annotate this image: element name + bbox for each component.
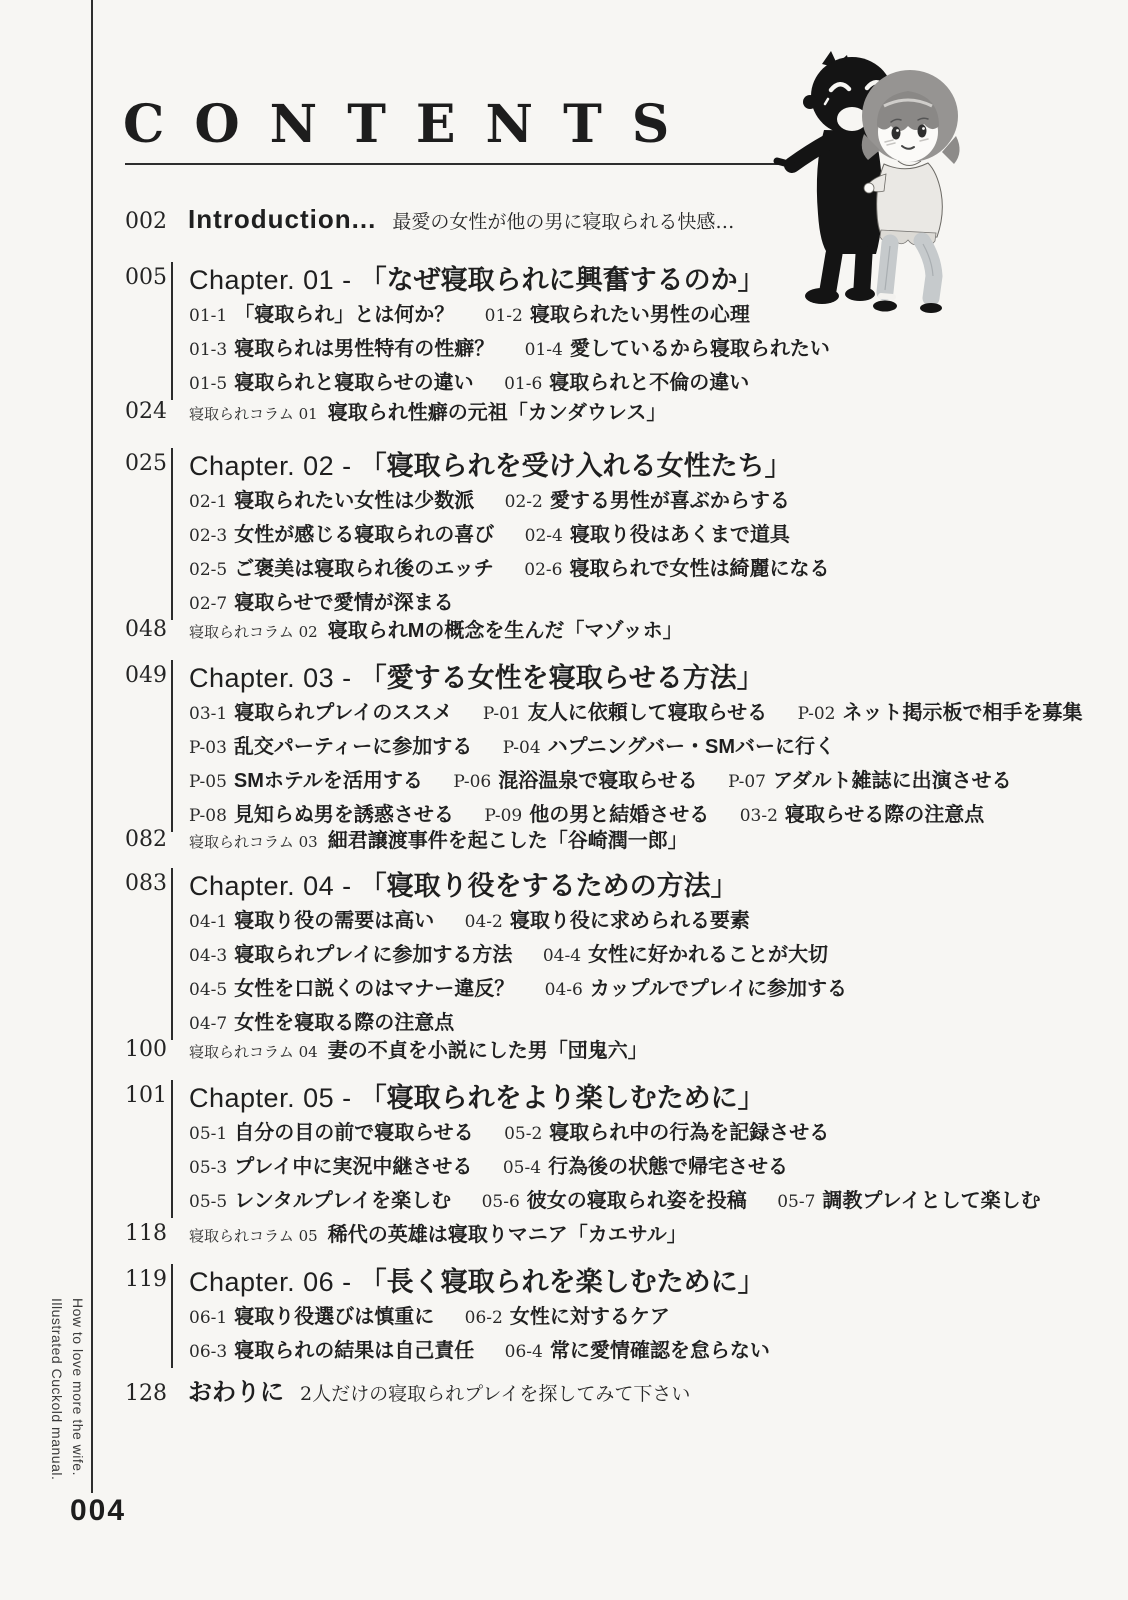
chapter-subitems-line: [189, 1118, 1104, 1150]
toc-page-number: 119: [125, 1267, 167, 1292]
subitem-text: 寝取られたい男性の心理: [529, 304, 750, 326]
chapter-body: [171, 1264, 1104, 1368]
title-underline: [125, 163, 785, 165]
chapter-title-text: 「寝取られを受け入れる女性たち」: [359, 451, 792, 481]
chapter-subitems-line: [189, 1302, 1104, 1334]
subitem-text: 寝取られプレイに参加する方法: [234, 944, 513, 966]
subitem-number: 02-2: [504, 492, 543, 512]
subitem-number: 04-5: [189, 980, 228, 1000]
chapter-body: [171, 262, 1104, 400]
subitem-text: カップルでプレイに参加する: [589, 978, 848, 1000]
subitem-text: 調教プレイとして楽しむ: [822, 1190, 1041, 1212]
chapter-subitems-line: [189, 1336, 1104, 1368]
column-title: 妻の不貞を小説にした男「団鬼六」: [327, 1040, 648, 1062]
chapter-subitems-line: [189, 1186, 1104, 1218]
subitem-number: 06-4: [504, 1342, 543, 1362]
toc-page-number: 025: [125, 451, 167, 476]
chapter-subitems-line: [189, 766, 1104, 798]
toc-entry-column-02: [125, 614, 1104, 643]
toc-subitem: [484, 804, 710, 826]
chapter-title: [189, 262, 1104, 298]
subitem-number: 04-7: [189, 1014, 228, 1034]
subitem-number: 04-2: [464, 912, 503, 932]
subitem-text: レンタルプレイを楽しむ: [234, 1190, 452, 1212]
toc-page-number: 024: [125, 399, 167, 424]
toc-entry-chapter-06: [125, 1264, 1104, 1368]
toc-entry-column-04: [125, 1034, 1104, 1063]
column-label: 寝取られコラム 04: [189, 1043, 318, 1061]
subitem-number: 01-1: [189, 306, 228, 326]
subitem-text: 女性を口説くのはマナー違反？: [234, 978, 515, 1000]
folio-page-number: 004: [70, 1494, 127, 1527]
subitem-number: 05-5: [189, 1192, 228, 1212]
toc-subitem: [189, 1340, 475, 1362]
chapter-title-text: 「なぜ寝取られに興奮するのか」: [359, 265, 765, 295]
toc-subitem: [189, 978, 515, 1000]
subitem-text: 寝取られたい女性は少数派: [234, 490, 475, 512]
subitem-text: 見知らぬ男を誘惑させる: [233, 804, 454, 826]
subitem-text: 寝取らせで愛情が深まる: [234, 592, 454, 614]
toc-subitem: [504, 490, 790, 512]
chapter-title-text: 「長く寝取られを楽しむために」: [359, 1267, 765, 1297]
subitem-text: 寝取られプレイのススメ: [234, 702, 453, 724]
toc-entry-chapter-01: [125, 262, 1104, 400]
column-label: 寝取られコラム 02: [189, 623, 318, 641]
toc-subitem: [739, 804, 985, 826]
chapter-title-prefix: Chapter. 05 -: [189, 1083, 360, 1113]
chapter-title: [189, 868, 1104, 904]
toc-subitem: [502, 1156, 789, 1178]
subitem-number: P-03: [189, 738, 227, 758]
chapter-title-prefix: Chapter. 03 -: [189, 663, 360, 693]
subitem-text: 彼女の寝取られ姿を投稿: [526, 1190, 747, 1212]
subitem-text: ネット掲示板で相手を募集: [842, 702, 1083, 724]
subitem-text: 寝取り役に求められる要素: [509, 910, 750, 932]
subitem-text: 「寝取られ」とは何か？: [234, 304, 455, 326]
chapter-title-prefix: Chapter. 01 -: [189, 265, 360, 295]
subitem-text: 他の男と結婚させる: [529, 804, 710, 826]
spine-side-text: [46, 1298, 88, 1488]
subitem-number: 01-4: [524, 340, 563, 360]
left-margin-rule: [91, 0, 93, 1493]
toc-subitem: [777, 1190, 1041, 1212]
toc-page-number: 128: [125, 1381, 167, 1406]
toc-entry-column-01: [125, 396, 1104, 425]
chapter-title-prefix: Chapter. 06 -: [189, 1267, 360, 1297]
subitem-number: 02-3: [189, 526, 228, 546]
toc-page-number: 049: [125, 663, 167, 688]
toc-subitem: [797, 702, 1083, 724]
subitem-number: 05-7: [777, 1192, 816, 1212]
chapter-subitems-line: [189, 300, 1104, 332]
toc-entry-chapter-05: [125, 1080, 1104, 1218]
subitem-text: プレイ中に実況中継させる: [234, 1156, 473, 1178]
subitem-number: 05-1: [189, 1124, 228, 1144]
subitem-text: SMホテルを活用する: [233, 770, 423, 792]
toc-subitem: [189, 1306, 435, 1328]
subitem-text: 寝取られと不倫の違い: [549, 372, 750, 394]
toc-subitem: [504, 1122, 830, 1144]
subitem-number: 01-6: [504, 374, 543, 394]
subitem-text: 女性が感じる寝取られの喜び: [234, 524, 495, 546]
column-title: 稀代の英雄は寝取りマニア「カエサル」: [327, 1224, 687, 1246]
introduction-label: Introduction...: [188, 204, 377, 234]
toc-subitem: [728, 770, 1012, 792]
chapter-title: [189, 448, 1104, 484]
chapter-body: [171, 660, 1104, 832]
chapter-title-text: 「愛する女性を寝取らせる方法」: [359, 663, 764, 693]
toc-subitem: [504, 372, 750, 394]
toc-subitem: [544, 978, 848, 1000]
subitem-text: 乱交パーティーに参加する: [233, 736, 473, 758]
toc-subitem: [524, 524, 790, 546]
subitem-number: P-06: [453, 772, 492, 792]
subitem-number: 02-7: [189, 594, 228, 614]
subitem-number: 04-6: [544, 980, 583, 1000]
chapter-title-prefix: Chapter. 04 -: [189, 871, 360, 901]
column-body: [171, 1034, 648, 1063]
column-body: [171, 824, 688, 853]
toc-subitem: [189, 490, 475, 512]
toc-page-number: 082: [125, 827, 167, 852]
subitem-number: 02-4: [524, 526, 563, 546]
toc-page-number: 002: [125, 209, 167, 234]
chapter-subitems-line: [189, 520, 1104, 552]
subitem-text: 寝取り役の需要は高い: [234, 910, 435, 932]
subitem-text: 混浴温泉で寝取らせる: [498, 770, 698, 792]
subitem-text: 自分の目の前で寝取らせる: [234, 1122, 474, 1144]
chapter-title: [189, 1080, 1104, 1116]
column-title: 寝取られMの概念を生んだ「マゾッホ」: [327, 620, 683, 642]
chapter-body: [171, 448, 1104, 620]
toc-subitem: [189, 304, 455, 326]
subitem-number: 01-5: [189, 374, 228, 394]
subitem-number: 03-1: [189, 704, 228, 724]
toc-subitem: [189, 372, 474, 394]
toc-subitem: [464, 1306, 670, 1328]
subitem-number: P-07: [728, 772, 766, 792]
toc-subitem: [482, 702, 768, 724]
subitem-number: P-05: [189, 772, 227, 792]
subitem-number: 05-2: [504, 1124, 543, 1144]
column-label: 寝取られコラム 05: [189, 1227, 318, 1245]
toc-subitem: [189, 702, 453, 724]
toc-subitem: [504, 1340, 770, 1362]
subitem-text: 寝取られの結果は自己責任: [234, 1340, 475, 1362]
column-title: 細君譲渡事件を起こした「谷崎潤一郎」: [327, 830, 688, 852]
toc-subitem: [502, 736, 836, 758]
column-title: 寝取られ性癖の元祖「カンダウレス」: [327, 402, 667, 424]
toc-page-number: 118: [125, 1221, 167, 1246]
page-title: CONTENTS: [123, 94, 700, 155]
chapter-title-text: 「寝取られをより楽しむために」: [359, 1083, 765, 1113]
subitem-text: 寝取られで女性は綺麗になる: [569, 558, 830, 580]
column-body: [171, 396, 666, 425]
chapter-title: [189, 660, 1104, 696]
column-label: 寝取られコラム 03: [189, 833, 318, 851]
subitem-text: 愛しているから寝取られたい: [569, 338, 830, 360]
chapter-title-text: 「寝取り役をするための方法」: [359, 871, 738, 901]
subitem-number: 01-2: [484, 306, 523, 326]
toc-entry-chapter-04: [125, 868, 1104, 1040]
toc-entry-column-03: [125, 824, 1104, 853]
subitem-number: 04-4: [542, 946, 582, 966]
toc-subitem: [189, 944, 513, 966]
toc-subitem: [484, 304, 750, 326]
toc-subitem: [189, 770, 423, 792]
subitem-text: 寝取り役はあくまで道具: [569, 524, 790, 546]
subitem-text: 寝取られと寝取らせの違い: [234, 372, 474, 394]
subitem-number: 02-1: [189, 492, 228, 512]
subitem-text: ご褒美は寝取られ後のエッチ: [234, 558, 494, 580]
subitem-number: 04-3: [189, 946, 228, 966]
subitem-text: 女性に対するケア: [509, 1306, 670, 1328]
subitem-text: 寝取り役選びは慎重に: [234, 1306, 435, 1328]
subitem-number: P-09: [484, 806, 523, 826]
chapter-subitems-line: [189, 906, 1104, 938]
chapter-subitems-line: [189, 1152, 1104, 1184]
subitem-number: 03-2: [739, 806, 778, 826]
toc-subitem: [524, 558, 830, 580]
toc-subitem: [481, 1190, 747, 1212]
toc-subitem: [189, 1190, 452, 1212]
toc-page-number: 100: [125, 1037, 167, 1062]
subitem-text: 女性に好かれることが大切: [588, 944, 829, 966]
subitem-number: P-04: [502, 738, 541, 758]
toc-entry-chapter-03: [125, 660, 1104, 832]
toc-page-number: 101: [125, 1083, 167, 1108]
subitem-number: 04-1: [189, 912, 228, 932]
subitem-number: P-02: [797, 704, 836, 724]
subitem-number: 01-3: [189, 340, 228, 360]
toc-subitem: [189, 558, 494, 580]
subitem-number: 06-3: [189, 1342, 228, 1362]
chapter-title-prefix: Chapter. 02 -: [189, 451, 360, 481]
subitem-number: 05-3: [189, 1158, 228, 1178]
chapter-body: [171, 1080, 1104, 1218]
subitem-text: 寝取られ中の行為を記録させる: [549, 1122, 830, 1144]
chapter-title: [189, 1264, 1104, 1300]
toc-subitem: [189, 1012, 455, 1034]
toc-entry-chapter-02: [125, 448, 1104, 620]
subitem-number: P-08: [189, 806, 227, 826]
outro-label: おわりに: [188, 1379, 284, 1406]
subitem-number: 06-1: [189, 1308, 228, 1328]
subitem-text: 寝取らせる際の注意点: [784, 804, 985, 826]
subitem-text: 友人に依頼して寝取らせる: [527, 702, 768, 724]
column-label: 寝取られコラム 01: [189, 405, 318, 423]
chapter-subitems-line: [189, 554, 1104, 586]
introduction-subtitle: 最愛の女性が他の男に寝取られる快感…: [392, 211, 735, 233]
subitem-number: 06-2: [464, 1308, 503, 1328]
subitem-text: 女性を寝取る際の注意点: [234, 1012, 455, 1034]
subitem-text: ハプニングバー・SMバーに行く: [547, 736, 836, 758]
chapter-subitems-line: [189, 940, 1104, 972]
subitem-text: 寝取られは男性特有の性癖？: [234, 338, 495, 360]
spine-side-text-line: How to love more the wife.: [70, 1298, 86, 1476]
toc-subitem: [189, 338, 495, 360]
column-body: [171, 614, 683, 643]
toc-subitem: [524, 338, 830, 360]
toc-entry-introduction: [125, 204, 1104, 235]
subitem-number: 05-4: [502, 1158, 542, 1178]
toc-subitem: [189, 524, 495, 546]
toc-entry-outro: [125, 1372, 1104, 1407]
chapter-subitems-line: [189, 732, 1104, 764]
subitem-text: アダルト雑誌に出演させる: [772, 770, 1012, 792]
chapter-subitems-line: [189, 698, 1104, 730]
subitem-number: 02-5: [189, 560, 228, 580]
column-body: [171, 1218, 687, 1247]
toc-subitem: [189, 736, 473, 758]
toc-entry-column-05: [125, 1218, 1104, 1247]
toc-subitem: [453, 770, 698, 792]
outro-subtitle: 2人だけの寝取られプレイを探してみて下さい: [300, 1383, 691, 1405]
toc-subitem: [542, 944, 829, 966]
subitem-text: 常に愛情確認を怠らない: [549, 1340, 770, 1362]
toc-page-number: 048: [125, 617, 167, 642]
toc-page-number: 005: [125, 265, 167, 290]
toc-subitem: [189, 1122, 474, 1144]
chapter-subitems-line: [189, 334, 1104, 366]
toc-subitem: [189, 804, 454, 826]
toc-subitem: [189, 910, 435, 932]
chapter-subitems-line: [189, 486, 1104, 518]
subitem-text: 行為後の状態で帰宅させる: [548, 1156, 789, 1178]
toc-page-number: 083: [125, 871, 167, 896]
subitem-number: P-01: [482, 704, 521, 724]
spine-side-text-line: Illustrated Cuckold manual.: [49, 1298, 65, 1481]
toc-subitem: [464, 910, 750, 932]
chapter-body: [171, 868, 1104, 1040]
subitem-number: 05-6: [481, 1192, 520, 1212]
subitem-text: 愛する男性が喜ぶからする: [549, 490, 790, 512]
toc-subitem: [189, 1156, 473, 1178]
subitem-number: 02-6: [524, 560, 563, 580]
toc-subitem: [189, 592, 454, 614]
chapter-subitems-line: [189, 974, 1104, 1006]
